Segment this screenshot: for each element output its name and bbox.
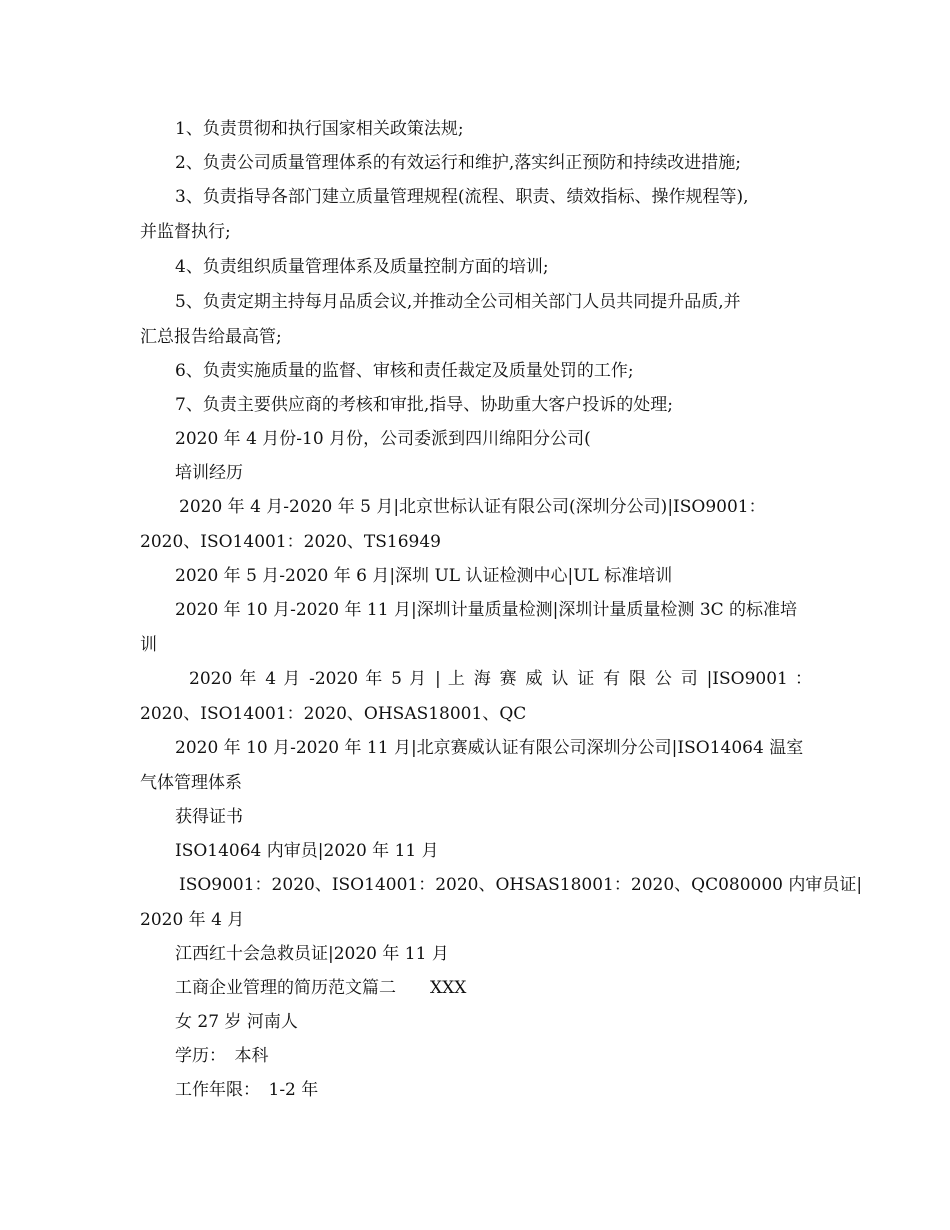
duty-item-5: 5、负责定期主持每月品质会议,并推动全公司相关部门人员共同提升品质,并 [175,292,741,312]
duty-item-3: 3、负责指导各部门建立质量管理规程(流程、职责、绩效指标、操作规程等), [175,187,749,207]
training-entry-4-cont: 2020、ISO14001：2020、OHSAS18001、QC [140,704,527,724]
training-entry-1-cont: 2020、ISO14001：2020、TS16949 [140,532,441,552]
work-years: 工作年限： 1-2 年 [175,1080,319,1100]
certificate-1: ISO14064 内审员|2020 年 11 月 [175,841,439,861]
training-entry-5: 2020 年 10 月-2020 年 11 月|北京赛威认证有限公司深圳分公司|ISO14064 温室 [175,738,804,758]
personal-info: 女 27 岁 河南人 [175,1012,298,1032]
certificate-3: 江西红十会急救员证|2020 年 11 月 [175,944,449,964]
training-entry-4: 2020 年 4 月 -2020 年 5 月 | 上 海 赛 威 认 证 有 限 公 司 |ISO9001 ： [189,669,812,689]
training-entry-5-cont: 气体管理体系 [140,773,242,793]
duty-item-2: 2、负责公司质量管理体系的有效运行和维护,落实纠正预防和持续改进措施; [175,153,741,173]
education: 学历： 本科 [175,1046,269,1066]
training-entry-3-cont: 训 [140,635,157,655]
duty-item-7: 7、负责主要供应商的考核和审批,指导、协助重大客户投诉的处理; [175,395,673,415]
training-entry-1: 2020 年 4 月-2020 年 5 月|北京世标认证有限公司(深圳分公司)|ISO9001： [179,497,766,517]
duty-item-5-cont: 汇总报告给最高管; [140,327,282,347]
training-entry-2: 2020 年 5 月-2020 年 6 月|深圳 UL 认证检测中心|UL 标准培训 [175,566,673,586]
resume-title: 工商企业管理的简历范文篇二 XXX [175,978,467,998]
certificate-2: ISO9001：2020、ISO14001：2020、OHSAS18001：2020、QC080000 内审员证| [179,875,863,895]
duty-item-6: 6、负责实施质量的监督、审核和责任裁定及质量处罚的工作; [175,361,634,381]
section-heading-certificates: 获得证书 [175,807,243,827]
certificate-2-cont: 2020 年 4 月 [140,910,245,930]
duty-item-1: 1、负责贯彻和执行国家相关政策法规; [175,119,464,139]
training-entry-3: 2020 年 10 月-2020 年 11 月|深圳计量质量检测|深圳计量质量检测 3C 的标准培 [175,600,798,620]
duty-item-3-cont: 并监督执行; [140,222,231,242]
section-heading-training: 培训经历 [175,463,243,483]
duty-item-4: 4、负责组织质量管理体系及质量控制方面的培训; [175,257,549,277]
assignment-line: 2020 年 4 月份-10 月份，公司委派到四川绵阳分公司( [175,429,591,449]
